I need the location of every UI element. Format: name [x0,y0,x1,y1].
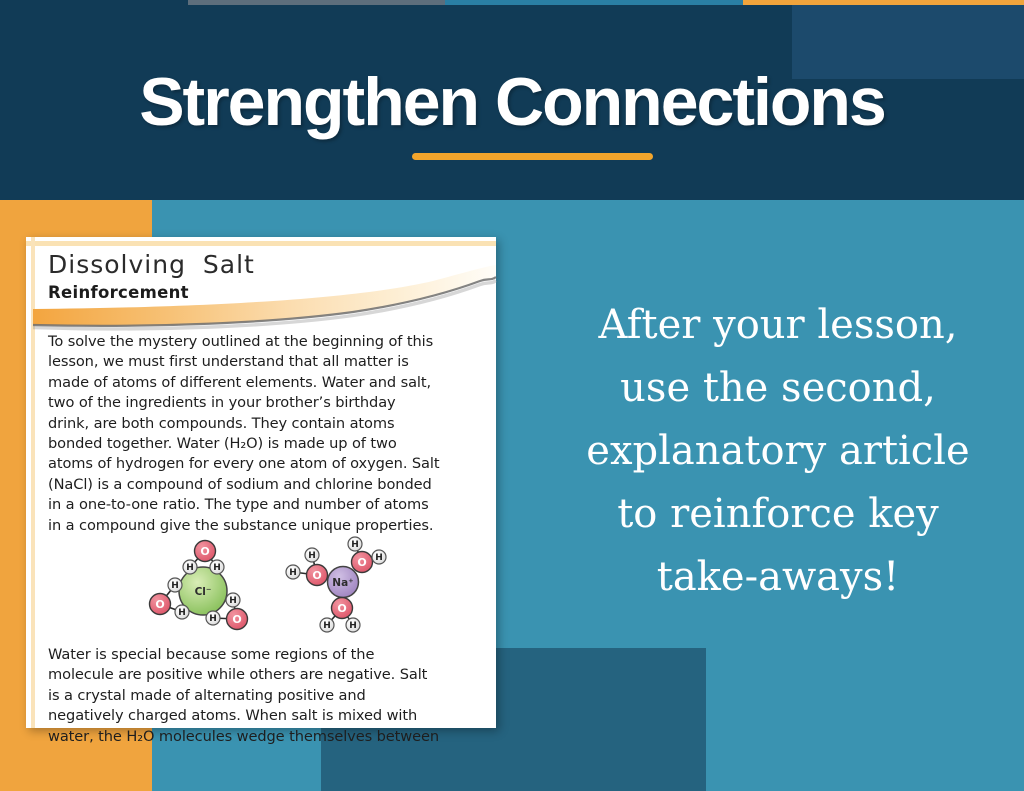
para2-line: water, the H₂O molecules wedge themselves between [48,727,440,745]
top-strip-teal [445,0,743,5]
worksheet-paragraph-2 [48,645,439,747]
worksheet-paragraph-1 [48,332,439,536]
top-strip-gray [188,0,445,5]
slide-title: Strengthen Connections [139,64,885,140]
molecule-diagram [26,533,496,647]
worksheet-border-top [26,241,496,246]
svg-text:H: H [213,563,221,573]
svg-text:O: O [337,602,347,615]
swoosh-graphic [33,257,496,337]
para1-line: atoms of hydrogen for every one atom of oxygen. Salt [48,455,440,473]
svg-text:H: H [375,553,383,563]
para1-line: (NaCl) is a compound of sodium and chlorine bonded [48,475,432,493]
header-band [0,0,1024,200]
para1-line: bonded together. Water (H₂O) is made up of two [48,435,397,453]
para1-line: To solve the mystery outlined at the beginning of this [48,333,434,350]
worksheet-subtitle: Reinforcement [48,283,189,302]
top-strip-navy [0,0,188,5]
svg-text:H: H [229,596,237,606]
svg-text:H: H [209,614,217,624]
title-underline [412,153,653,160]
svg-text:H: H [289,568,297,578]
svg-text:O: O [155,598,165,611]
svg-text:H: H [349,621,357,631]
svg-text:Na⁺: Na⁺ [332,577,354,589]
sodium-hydration-shell [286,537,386,632]
para2-line: Water is special because some regions of the [48,646,375,663]
svg-text:O: O [357,556,367,569]
svg-text:H: H [323,621,331,631]
tip-line: After your lesson, [598,302,958,348]
tip-line: explanatory article [586,428,970,474]
lesson-tip-text [532,294,1024,609]
svg-text:H: H [171,581,179,591]
svg-text:Cl⁻: Cl⁻ [194,586,212,598]
para1-line: in a one-to-one ratio. The type and number of atoms [48,496,429,514]
para1-line: in a compound give the substance unique properties. [48,516,434,534]
svg-text:O: O [232,613,242,626]
worksheet-card [26,237,496,745]
svg-text:H: H [351,540,359,550]
svg-text:O: O [200,545,210,558]
tip-line: to reinforce key [617,491,939,537]
para2-line: molecule are positive while others are negative. Salt [48,666,428,684]
chloride-hydration-shell [150,541,248,630]
svg-text:H: H [178,608,186,618]
worksheet-title: Dissolving Salt [48,250,255,279]
tip-line: use the second, [620,365,936,411]
svg-text:O: O [312,569,322,582]
para1-line: lesson, we must first understand that all matter is [48,353,409,371]
svg-text:H: H [186,563,194,573]
para1-line: drink, are both compounds. They contain atoms [48,414,395,432]
para2-line: is a crystal made of alternating positive and [48,686,366,704]
para1-line: two of the ingredients in your brother’s birthday [48,394,396,412]
top-strip-orange [743,0,1024,5]
tip-line: take-aways! [656,554,900,600]
para2-line: negatively charged atoms. When salt is mixed with [48,707,418,725]
para1-line: made of atoms of different elements. Water and salt, [48,373,432,391]
svg-text:H: H [308,551,316,561]
